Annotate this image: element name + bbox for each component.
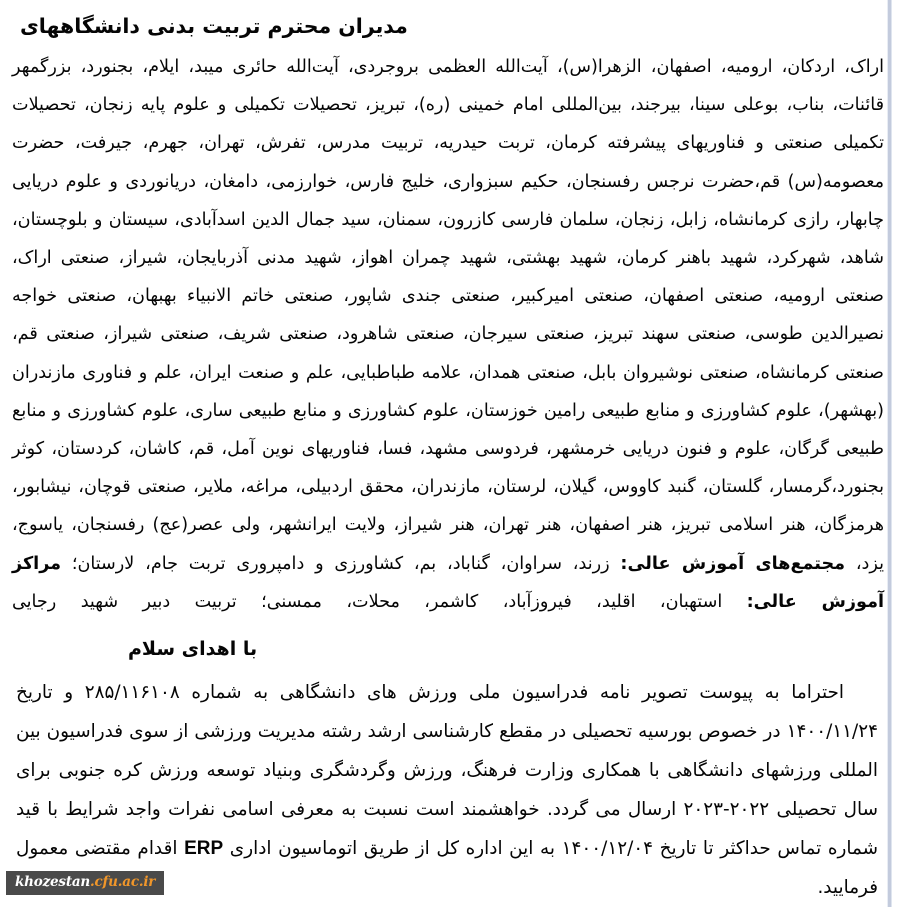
watermark-site-domain: .cfu.ac.ir — [90, 874, 156, 890]
deadline-date: ۱۴۰۰/۱۲/۰۴ — [561, 838, 654, 860]
body-text-4: ارسال می گردد. خواهشمند است نسبت به معرفی اسامی نفرات واجد شرایط با قید شماره تماس حداکثر تا تاریخ — [16, 799, 878, 860]
body-text-1: احتراما به پیوست تصویر نامه فدراسیون ملی ورزش های دانشگاهی به شماره — [179, 682, 844, 704]
page-edge-rule — [888, 0, 891, 907]
university-list-paragraph — [10, 48, 886, 621]
university-names: اراک، اردکان، ارومیه، اصفهان، الزهرا(س)، آیت‌الله العظمی بروجردی، آیت‌الله حائری میبد، ایلام، بجنورد، بزرگمهر قائنات، بناب، بوعلی سینا، بیرجند، بین‌المللی امام خمینی (ره)، تبریز، تحصیلات تکمیلی و علوم پایه زنجان، تحصیلات تکمیلی صنعتی و فناوریهای پیشرفته کرمان، تربت حیدریه، تربیت مدرس، تفرش، تهران، جهرم، جیرفت، حضرت معصومه(س) قم،حضرت نرجس رفسنجان، حکیم سبزواری، خلیج فارس، خوارزمی، دامغان، دریانوردی و علوم دریایی چابهار، رازی کرمانشاه، زابل، زنجان، سلمان فارسی کازرون، سمنان، سید جمال الدین اسدآبادی، سیستان و بلوچستان، شاهد، شهرکرد، شهید باهنر کرمان، شهید بهشتی، شهید چمران اهواز، شهید مدنی آذربایجان، شیراز، صنعتی اراک، صنعتی ارومیه، صنعتی اصفهان، صنعتی امیرکبیر، صنعتی جندی شاپور، صنعتی خاتم الانبیاء بهبهان، صنعتی خواجه نصیرالدین طوسی، صنعتی سهند تبریز، صنعتی سیرجان، صنعتی شاهرود، صنعتی شریف، صنعتی شیراز، صنعتی قم، صنعتی کرمانشاه، صنعتی نوشیروان بابل، صنعتی همدان، علامه طباطبایی، علم و صنعت ایران، علم و فناوری مازندران (بهشهر)، علوم کشاورزی و منابع طبیعی رامین خوزستان، علوم کشاورزی و منابع طبیعی ساری، علوم کشاورزی و منابع طبیعی گرگان، علوم و فنون دریایی خرمشهر، فردوسی مشهد، فسا، فناوریهای نوین آمل، قم، کاشان، کردستان، کوثر بجنورد،گرمسار، گلستان، گنبد کاووس، گیلان، لرستان، مازندران، محقق اردبیلی، مراغه، ملایر، صنعتی قوچان، نیشابور، هرمزگان، هنر اسلامی تبریز، هنر اصفهان، هنر تهران، هنر شیراز، ولایت ایرانشهر، ولی عصر(عج) رفسنجان، یاسوج، یزد، — [12, 57, 884, 574]
body-text-3: در خصوص بورسیه تحصیلی در مقطع کارشناسی ارشد رشته مدیریت ورزشی از سوی فدراسیون بین المللی ورزشهای دانشگاهی با همکاری وزارت فرهنگ، ورزش وگردشگری وبنیاد توسعه ورزش کره جنوبی برای سال تحصیلی — [16, 721, 878, 821]
body-text-5: به این اداره کل از طریق اتوماسیون اداری — [223, 838, 562, 860]
letter-date: ۱۴۰۰/۱۱/۲۴ — [786, 721, 878, 743]
academic-year: ۲۰۲۲-۲۰۲۳ — [683, 799, 770, 821]
higher-education-centers-list: استهبان، اقلید، فیروزآباد، کاشمر، محلات، ممسنی؛ تربیت دبیر شهید رجایی — [12, 591, 747, 612]
letter-content — [10, 0, 886, 907]
body-text-6: اقدام مقتضی معمول فرمایید. — [16, 838, 878, 899]
erp-system-label: ERP — [184, 838, 224, 860]
body-text-2: و تاریخ — [16, 682, 85, 704]
higher-education-complexes-list: زرند، سراوان، گناباد، بم، کشاورزی و دامپروری تربت جام، لارستان؛ — [61, 553, 621, 574]
higher-education-complexes-label: مجتمع‌های آموزش عالی: — [620, 553, 846, 574]
letter-number: ۲۸۵/۱۱۶۱۰۸ — [84, 682, 180, 704]
site-watermark — [6, 871, 164, 895]
page-title: مدیران محترم تربیت بدنی دانشگاههای — [20, 14, 408, 38]
right-gutter — [888, 0, 900, 907]
greeting-line: با اهدای سلام — [128, 638, 258, 661]
higher-education-centers-label: مراکز آموزش عالی: — [12, 553, 884, 612]
watermark-site-name: khozestan — [15, 874, 91, 890]
